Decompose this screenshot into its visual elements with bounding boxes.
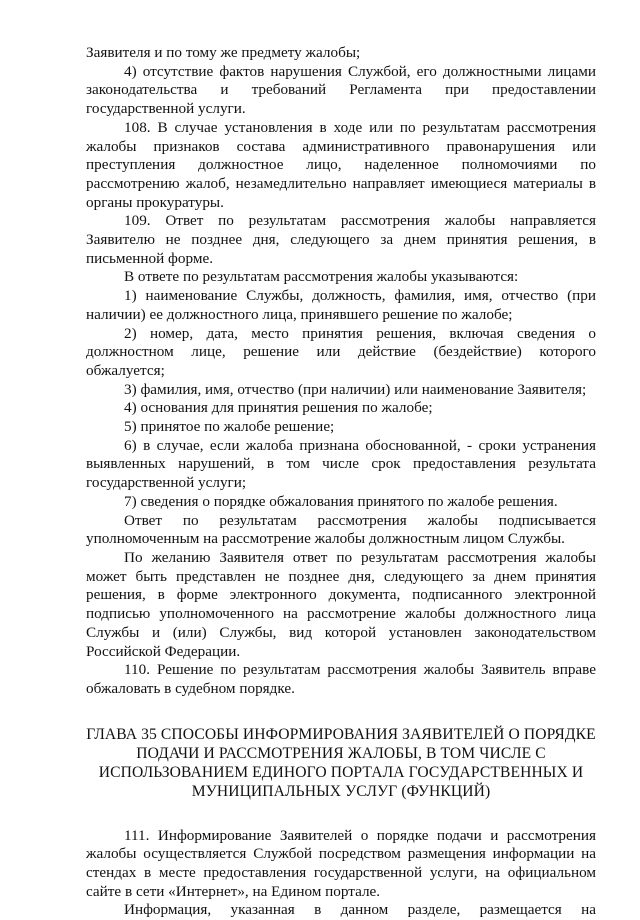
paragraph: 4) основания для принятия решения по жалобе; — [124, 399, 433, 417]
chapter-title-line: ПОДАЧИ И РАССМОТРЕНИЯ ЖАЛОБЫ, В ТОМ ЧИСЛЕ С — [136, 744, 546, 762]
paragraph: 2) номер, дата, место принятия решения, включая сведения о должностном лице, решение или действие (бездействие) которого обжалуется; — [86, 324, 596, 379]
paragraph: 4) отсутствие фактов нарушения Службой, его должностными лицами законодательства и требований Регламента при предоставлении государственной услуги. — [86, 62, 596, 118]
chapter-title-line: ГЛАВА 35 СПОСОБЫ ИНФОРМИРОВАНИЯ ЗАЯВИТЕЛЕЙ О ПОРЯДКЕ — [86, 725, 596, 743]
body-text-bottom — [86, 827, 596, 920]
paragraph: Заявителя и по тому же предмету жалобы; — [86, 44, 361, 61]
paragraph: 6) в случае, если жалоба признана обоснованной, - сроки устранения выявленных нарушений, в том числе срок предоставления результата государственной услуги; — [86, 436, 596, 492]
paragraph: 5) принятое по жалобе решение; — [124, 418, 335, 436]
chapter-title-line: МУНИЦИПАЛЬНЫХ УСЛУГ (ФУНКЦИЙ) — [191, 782, 491, 800]
paragraph: 111. Информирование Заявителей о порядке подачи и рассмотрения жалобы осуществляется Службой посредством размещения информации на стендах в месте предоставления государственной услуги, на официальном сайте в сети «Интернет», на Едином портале. — [86, 826, 596, 900]
paragraph: Ответ по результатам рассмотрения жалобы подписывается уполномоченным на рассмотрение жалобы должностным лицом Службы. — [86, 511, 596, 548]
paragraph: 108. В случае установления в ходе или по результатам рассмотрения жалобы признаков состава административного правонарушения или преступления должностное лицо, наделенное полномочиями по рассмотрению жалоб, незамедлительно направляет имеющиеся материалы в органы прокуратуры. — [86, 118, 596, 211]
paragraph: 3) фамилия, имя, отчество (при наличии) или наименование Заявителя; — [124, 380, 587, 398]
paragraph: В ответе по результатам рассмотрения жалобы указываются: — [124, 268, 519, 286]
paragraph: По желанию Заявителя ответ по результатам рассмотрения жалобы может быть представлен не позднее дня, следующего за днем принятия решения, в форме электронного документа, подписанного электронной подписью уполномоченного на рассмотрение жалобы должностного лица Службы и (или) Службы, вид которой установлен законодательством Российской Федерации. — [86, 548, 596, 660]
body-text-top — [86, 44, 596, 699]
paragraph: 7) сведения о порядке обжалования принятого по жалобе решения. — [124, 492, 558, 510]
chapter-heading — [86, 725, 596, 801]
paragraph: 109. Ответ по результатам рассмотрения жалобы направляется Заявителю не позднее дня, следующего за днем принятия решения, в письменной форме. — [86, 212, 596, 267]
chapter-title-line: ИСПОЛЬЗОВАНИЕМ ЕДИНОГО ПОРТАЛА ГОСУДАРСТВЕННЫХ И — [98, 763, 584, 781]
paragraph: 1) наименование Службы, должность, фамилия, имя, отчество (при наличии) ее должностного лица, принявшего решение по жалобе; — [86, 287, 596, 323]
paragraph: Информация, указанная в данном разделе, размещается на — [124, 901, 596, 919]
document-page — [86, 44, 596, 920]
paragraph: 110. Решение по результатам рассмотрения жалобы Заявитель вправе обжаловать в судебном порядке. — [86, 661, 596, 697]
